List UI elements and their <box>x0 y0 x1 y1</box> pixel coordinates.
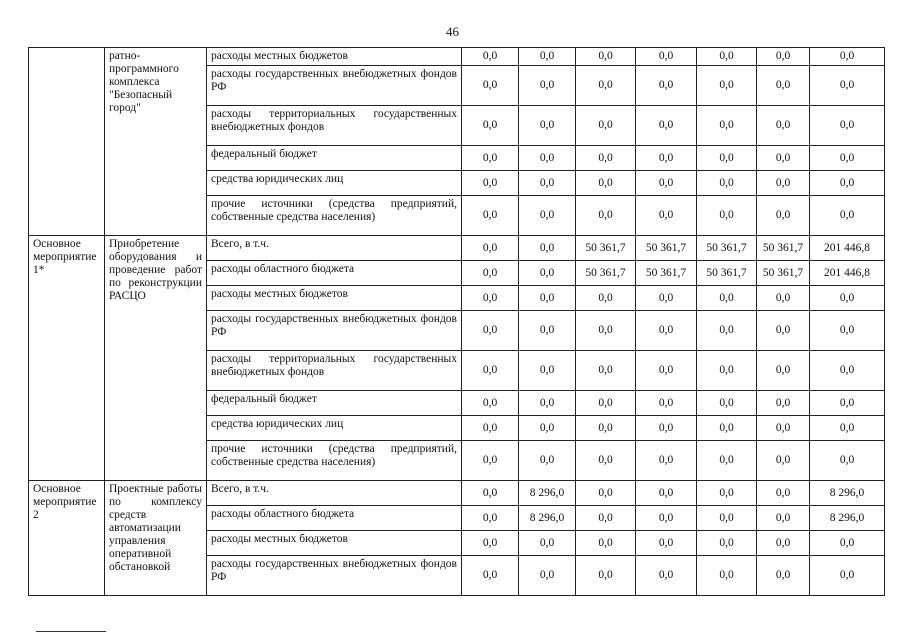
value-cell: 50 361,7 <box>697 236 757 261</box>
funding-source-cell: расходы территориальных государственных внебюджетных фондов <box>207 351 462 391</box>
value-cell: 0,0 <box>757 531 810 556</box>
value-cell: 0,0 <box>810 66 885 106</box>
funding-source-cell: прочие источники (средства предприятий, собственные средства населения) <box>207 196 462 236</box>
value-cell: 0,0 <box>519 556 576 596</box>
value-cell: 0,0 <box>757 351 810 391</box>
value-cell: 0,0 <box>757 146 810 171</box>
value-cell: 0,0 <box>697 391 757 416</box>
value-cell: 0,0 <box>519 351 576 391</box>
value-cell: 0,0 <box>697 506 757 531</box>
value-cell: 0,0 <box>810 146 885 171</box>
table-row <box>29 236 885 261</box>
funding-source-cell: расходы территориальных государственных внебюджетных фондов <box>207 106 462 146</box>
value-cell: 0,0 <box>810 391 885 416</box>
value-cell: 0,0 <box>810 531 885 556</box>
value-cell: 0,0 <box>636 171 697 196</box>
event-cell: Основное мероприятие 1* <box>29 236 105 481</box>
value-cell: 0,0 <box>636 196 697 236</box>
value-cell: 0,0 <box>519 286 576 311</box>
funding-source-cell: прочие источники (средства предприятий, собственные средства населения) <box>207 441 462 481</box>
funding-source-cell: Всего, в т.ч. <box>207 236 462 261</box>
value-cell: 0,0 <box>576 556 636 596</box>
value-cell: 0,0 <box>697 171 757 196</box>
funding-source-cell: расходы государственных внебюджетных фондов РФ <box>207 311 462 351</box>
value-cell: 0,0 <box>810 351 885 391</box>
value-cell: 0,0 <box>757 286 810 311</box>
value-cell: 0,0 <box>519 391 576 416</box>
value-cell: 0,0 <box>636 556 697 596</box>
value-cell: 8 296,0 <box>810 506 885 531</box>
value-cell: 201 446,8 <box>810 236 885 261</box>
funding-source-cell: расходы местных бюджетов <box>207 531 462 556</box>
value-cell: 0,0 <box>810 311 885 351</box>
value-cell: 0,0 <box>810 416 885 441</box>
value-cell: 0,0 <box>636 481 697 506</box>
value-cell: 50 361,7 <box>576 261 636 286</box>
value-cell: 0,0 <box>576 106 636 146</box>
funding-source-cell: федеральный бюджет <box>207 391 462 416</box>
value-cell: 0,0 <box>519 311 576 351</box>
value-cell: 0,0 <box>636 531 697 556</box>
value-cell: 0,0 <box>757 66 810 106</box>
value-cell: 0,0 <box>462 531 519 556</box>
value-cell: 0,0 <box>697 106 757 146</box>
event-name-cell: Проектные работы по комплексу средств автоматизации управления оперативной обстановкой <box>105 481 207 596</box>
value-cell: 8 296,0 <box>519 506 576 531</box>
value-cell: 50 361,7 <box>697 261 757 286</box>
value-cell: 0,0 <box>576 48 636 66</box>
value-cell: 0,0 <box>697 286 757 311</box>
value-cell: 0,0 <box>697 556 757 596</box>
value-cell: 0,0 <box>519 261 576 286</box>
value-cell: 0,0 <box>519 236 576 261</box>
value-cell: 0,0 <box>462 236 519 261</box>
value-cell: 0,0 <box>697 311 757 351</box>
value-cell: 0,0 <box>576 171 636 196</box>
value-cell: 0,0 <box>810 171 885 196</box>
value-cell: 0,0 <box>757 391 810 416</box>
value-cell: 0,0 <box>757 481 810 506</box>
value-cell: 0,0 <box>757 506 810 531</box>
value-cell: 0,0 <box>636 416 697 441</box>
funding-source-cell: федеральный бюджет <box>207 146 462 171</box>
value-cell: 0,0 <box>697 481 757 506</box>
value-cell: 0,0 <box>462 506 519 531</box>
value-cell: 0,0 <box>636 146 697 171</box>
value-cell: 0,0 <box>576 506 636 531</box>
value-cell: 0,0 <box>757 441 810 481</box>
funding-source-cell: средства юридических лиц <box>207 171 462 196</box>
value-cell: 0,0 <box>697 351 757 391</box>
value-cell: 0,0 <box>462 556 519 596</box>
value-cell: 0,0 <box>636 441 697 481</box>
value-cell: 0,0 <box>462 171 519 196</box>
value-cell: 50 361,7 <box>757 261 810 286</box>
value-cell: 0,0 <box>576 391 636 416</box>
value-cell: 0,0 <box>636 311 697 351</box>
funding-source-cell: расходы государственных внебюджетных фондов РФ <box>207 66 462 106</box>
value-cell: 0,0 <box>462 311 519 351</box>
value-cell: 0,0 <box>519 416 576 441</box>
value-cell: 0,0 <box>757 48 810 66</box>
value-cell: 0,0 <box>519 48 576 66</box>
table-row <box>29 481 885 506</box>
budget-table <box>28 47 885 596</box>
value-cell: 0,0 <box>757 171 810 196</box>
value-cell: 0,0 <box>519 106 576 146</box>
funding-source-cell: расходы областного бюджета <box>207 506 462 531</box>
event-cell: Основное мероприятие 2 <box>29 481 105 596</box>
funding-source-cell: расходы государственных внебюджетных фондов РФ <box>207 556 462 596</box>
value-cell: 0,0 <box>810 286 885 311</box>
value-cell: 0,0 <box>519 531 576 556</box>
value-cell: 0,0 <box>462 261 519 286</box>
funding-source-cell: Всего, в т.ч. <box>207 481 462 506</box>
value-cell: 0,0 <box>636 286 697 311</box>
value-cell: 201 446,8 <box>810 261 885 286</box>
value-cell: 0,0 <box>462 416 519 441</box>
value-cell: 0,0 <box>757 311 810 351</box>
value-cell: 50 361,7 <box>636 236 697 261</box>
value-cell: 0,0 <box>757 416 810 441</box>
value-cell: 0,0 <box>757 196 810 236</box>
value-cell: 0,0 <box>757 106 810 146</box>
value-cell: 0,0 <box>462 146 519 171</box>
value-cell: 0,0 <box>462 106 519 146</box>
value-cell: 0,0 <box>636 106 697 146</box>
value-cell: 0,0 <box>697 196 757 236</box>
value-cell: 0,0 <box>636 66 697 106</box>
value-cell: 0,0 <box>810 441 885 481</box>
value-cell: 50 361,7 <box>757 236 810 261</box>
event-name-cell: Приобретение оборудования и проведение работ по реконструкции РАСЦО <box>105 236 207 481</box>
value-cell: 0,0 <box>810 196 885 236</box>
value-cell: 0,0 <box>636 506 697 531</box>
value-cell: 0,0 <box>462 66 519 106</box>
funding-source-cell: расходы местных бюджетов <box>207 48 462 66</box>
value-cell: 0,0 <box>519 171 576 196</box>
footer-rule <box>36 631 106 632</box>
value-cell: 0,0 <box>519 196 576 236</box>
value-cell: 0,0 <box>697 66 757 106</box>
value-cell: 50 361,7 <box>576 236 636 261</box>
value-cell: 0,0 <box>810 556 885 596</box>
value-cell: 0,0 <box>519 441 576 481</box>
value-cell: 0,0 <box>576 481 636 506</box>
event-name-cell: ратно-программного комплекса "Безопасный город" <box>105 48 207 236</box>
value-cell: 0,0 <box>697 48 757 66</box>
value-cell: 0,0 <box>462 196 519 236</box>
value-cell: 0,0 <box>636 351 697 391</box>
value-cell: 0,0 <box>576 351 636 391</box>
value-cell: 0,0 <box>636 48 697 66</box>
value-cell: 0,0 <box>519 146 576 171</box>
value-cell: 0,0 <box>576 286 636 311</box>
value-cell: 0,0 <box>636 391 697 416</box>
value-cell: 0,0 <box>462 48 519 66</box>
funding-source-cell: расходы местных бюджетов <box>207 286 462 311</box>
table-row <box>29 48 885 66</box>
value-cell: 0,0 <box>576 196 636 236</box>
value-cell: 0,0 <box>697 416 757 441</box>
value-cell: 0,0 <box>462 351 519 391</box>
value-cell: 0,0 <box>576 146 636 171</box>
value-cell: 50 361,7 <box>636 261 697 286</box>
value-cell: 0,0 <box>697 531 757 556</box>
table-body <box>29 48 885 596</box>
value-cell: 0,0 <box>576 416 636 441</box>
value-cell: 8 296,0 <box>519 481 576 506</box>
event-cell <box>29 48 105 236</box>
value-cell: 0,0 <box>576 66 636 106</box>
value-cell: 0,0 <box>462 286 519 311</box>
funding-source-cell: расходы областного бюджета <box>207 261 462 286</box>
value-cell: 0,0 <box>576 441 636 481</box>
value-cell: 0,0 <box>462 481 519 506</box>
value-cell: 0,0 <box>519 66 576 106</box>
page-number: 46 <box>446 24 459 39</box>
value-cell: 0,0 <box>576 311 636 351</box>
funding-source-cell: средства юридических лиц <box>207 416 462 441</box>
value-cell: 0,0 <box>697 146 757 171</box>
value-cell: 0,0 <box>462 391 519 416</box>
value-cell: 0,0 <box>810 106 885 146</box>
value-cell: 0,0 <box>757 556 810 596</box>
value-cell: 8 296,0 <box>810 481 885 506</box>
value-cell: 0,0 <box>576 531 636 556</box>
value-cell: 0,0 <box>462 441 519 481</box>
value-cell: 0,0 <box>697 441 757 481</box>
value-cell: 0,0 <box>810 48 885 66</box>
